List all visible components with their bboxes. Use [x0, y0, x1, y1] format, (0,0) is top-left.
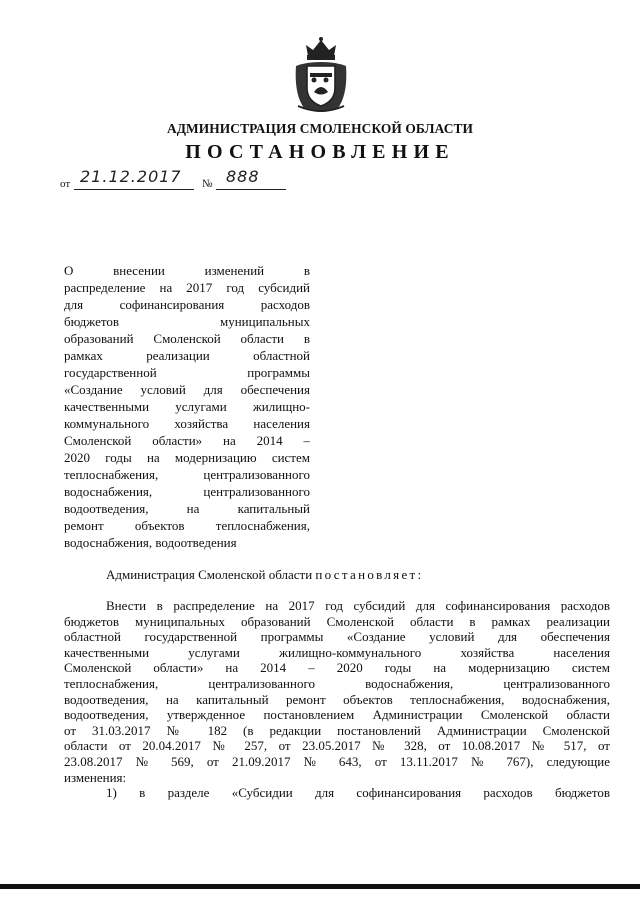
body-line: водоотведения, на капитальный ремонт объектов теплоснабжения, водоснабжения, — [64, 691, 610, 707]
date-label: от — [60, 178, 71, 190]
subject-line: распределение на 2017 год субсидий — [64, 280, 310, 295]
subject-line: водоотведения, на капитальный — [64, 501, 310, 516]
subject-line: бюджетов муниципальных — [64, 314, 310, 329]
subject-line: «Создание условий для обеспечения — [64, 382, 310, 397]
preamble — [106, 567, 586, 583]
organization-name: АДМИНИСТРАЦИЯ СМОЛЕНСКОЙ ОБЛАСТИ — [166, 121, 474, 136]
subject-line: для софинансирования расходов — [64, 297, 310, 312]
subject-line: водоснабжения, централизованного — [64, 484, 310, 499]
document-type-title: ПОСТАНОВЛЕНИЕ — [185, 141, 455, 163]
body-line: от 31.03.2017 № 182 (в редакции постановлений Администрации Смоленской — [64, 722, 610, 738]
subject-line: качественными услугами жилищно- — [64, 399, 310, 414]
subject-line: коммунального хозяйства населения — [64, 416, 310, 431]
subject-line: 2020 годы на модернизацию систем — [64, 450, 310, 465]
subject-line: водоснабжения, водоотведения — [64, 535, 237, 550]
document-subject — [64, 262, 310, 551]
body-line: областной государственной программы «Создание условий для обеспечения — [64, 629, 610, 645]
subject-line: образований Смоленской области в — [64, 331, 310, 346]
scan-bottom-edge — [0, 884, 640, 889]
subject-line: ремонт объектов теплоснабжения, — [64, 518, 310, 533]
preamble-text: Администрация Смоленской области — [106, 567, 316, 582]
number-underline — [216, 189, 286, 190]
body-line: 1) в разделе «Субсидии для софинансирования расходов бюджетов — [106, 785, 610, 801]
subject-line: Смоленской области» на 2014 – — [64, 433, 310, 448]
date-value: 21.12.2017 — [80, 167, 182, 186]
coat-of-arms-emblem — [290, 36, 352, 114]
number-label: № — [202, 178, 213, 190]
body-line: Смоленской области» на 2014 – 2020 годы на модернизацию систем — [64, 660, 610, 676]
subject-line: рамках реализации областной — [64, 348, 310, 363]
subject-line: теплоснабжения, централизованного — [64, 467, 310, 482]
subject-line: государственной программы — [64, 365, 310, 380]
body-line: бюджетов муниципальных образований Смоленской области в рамках реализации — [64, 613, 610, 629]
body-line: водоотведения, утвержденное постановлением Администрации Смоленской области — [64, 707, 610, 723]
body-line: 23.08.2017 № 569, от 21.09.2017 № 643, от 13.11.2017 № 767), следующие — [64, 753, 610, 769]
body-line: теплоснабжения, централизованного водоснабжения, централизованного — [64, 675, 610, 691]
document-body — [64, 598, 610, 801]
subject-line: О внесении изменений в — [64, 263, 310, 278]
body-line: Внести в распределение на 2017 год субсидий для софинансирования расходов — [106, 598, 610, 613]
date-underline — [74, 189, 194, 190]
body-line: качественными услугами жилищно-коммунального хозяйства населения — [64, 644, 610, 660]
preamble-spaced-verb: постановляет: — [315, 567, 424, 582]
body-line: области от 20.04.2017 № 257, от 23.05.2017 № 328, от 10.08.2017 № 517, от — [64, 738, 610, 754]
body-line: изменения: — [64, 769, 127, 785]
number-value: 888 — [226, 167, 260, 186]
